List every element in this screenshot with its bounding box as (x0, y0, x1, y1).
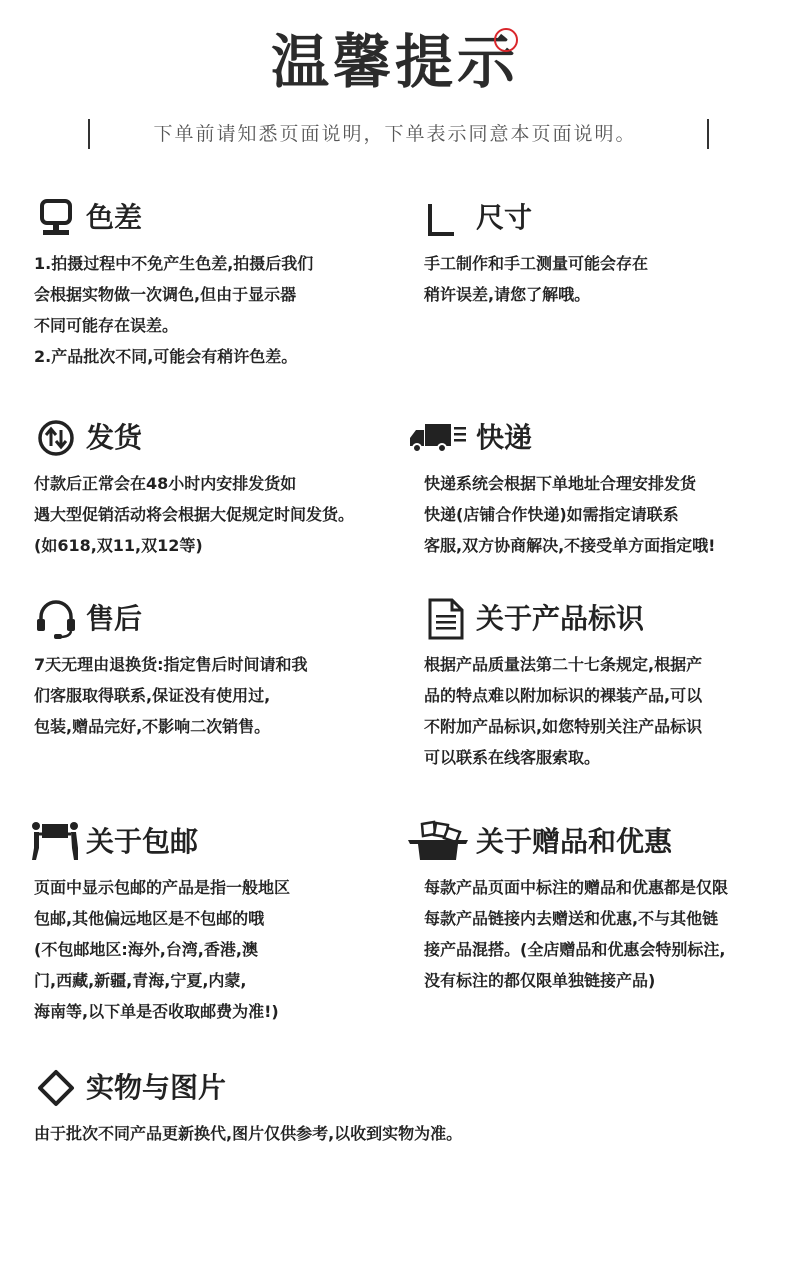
text-line: (不包邮地区:海外,台湾,香港,澳 (34, 940, 258, 959)
text-line: 每款产品链接内去赠送和优惠,不与其他链 (424, 909, 719, 928)
text-line: 们客服取得联系,保证没有使用过, (34, 686, 271, 705)
section-product-label (424, 597, 702, 773)
text-line: 遇大型促销活动将会根据大促规定时间发货。 (34, 505, 355, 524)
section-color-difference (34, 196, 313, 372)
text-line: 快递(店铺合作快递)如需指定请联系 (424, 505, 679, 524)
page-title: 温馨提示 (270, 28, 519, 96)
section-title: 发货 (86, 421, 143, 454)
headset-icon (34, 597, 78, 641)
text-line: 2.产品批次不同,可能会有稍许色差。 (34, 347, 298, 366)
text-line: 接产品混搭。(全店赠品和优惠会特别标注, (424, 940, 726, 959)
text-line: 不同可能存在误差。 (34, 316, 179, 335)
text-line: 1.拍摄过程中不免产生色差,拍摄后我们 (34, 254, 314, 273)
section-shipping (34, 416, 354, 561)
text-line: 客服,双方协商解决,不接受单方面指定哦! (424, 536, 716, 555)
text-line: 海南等,以下单是否收取邮费为准!) (34, 1002, 279, 1021)
text-line: 不附加产品标识,如您特别关注产品标识 (424, 717, 703, 736)
section-size (424, 196, 648, 310)
text-line: 页面中显示包邮的产品是指一般地区 (34, 878, 291, 897)
shipping-cycle-icon (34, 416, 78, 460)
text-line: 由于批次不同产品更新换代,图片仅供参考,以收到实物为准。 (34, 1124, 463, 1143)
text-line: 7天无理由退换货:指定售后时间请和我 (34, 655, 308, 674)
section-title: 售后 (86, 602, 143, 635)
section-title: 关于包邮 (86, 825, 199, 858)
text-line: 手工制作和手工测量可能会存在 (424, 254, 649, 273)
text-line: (如618,双11,双12等) (34, 536, 203, 555)
text-line: 根据产品质量法第二十七条规定,根据产 (424, 655, 703, 674)
red-circle-accent (494, 28, 518, 52)
text-line: 稍许误差,请您了解哦。 (424, 285, 591, 304)
movers-box-icon (30, 820, 80, 864)
ruler-corner-icon (424, 196, 468, 240)
text-line: 会根据实物做一次调色,但由于显示器 (34, 285, 297, 304)
document-icon (424, 597, 468, 641)
section-title: 关于赠品和优惠 (476, 825, 673, 858)
delivery-truck-icon (408, 416, 468, 460)
section-free-shipping (34, 820, 290, 1027)
diamond-icon (34, 1066, 78, 1110)
text-line: 快递系统会根据下单地址合理安排发货 (424, 474, 697, 493)
text-line: 每款产品页面中标注的赠品和优惠都是仅限 (424, 878, 729, 897)
text-line: 可以联系在线客服索取。 (424, 748, 601, 767)
section-gifts-discounts (408, 820, 728, 996)
section-title: 尺寸 (476, 201, 533, 234)
section-after-sales (34, 597, 308, 742)
text-line: 付款后正常会在48小时内安排发货如 (34, 474, 297, 493)
page-subtitle: 下单前请知悉页面说明，下单表示同意本页面说明。 (153, 123, 637, 145)
text-line: 品的特点难以附加标识的裸装产品,可以 (424, 686, 703, 705)
section-title: 色差 (86, 201, 143, 234)
text-line: 门,西藏,新疆,青海,宁夏,内蒙, (34, 971, 247, 990)
text-line: 没有标注的都仅限单独链接产品) (424, 971, 656, 990)
subtitle-right-bar (707, 119, 709, 149)
section-title: 快递 (476, 421, 533, 454)
section-courier (408, 416, 715, 561)
monitor-icon (34, 196, 78, 240)
section-title: 关于产品标识 (476, 602, 645, 635)
section-item-vs-photo (34, 1066, 462, 1149)
section-title: 实物与图片 (86, 1071, 227, 1104)
text-line: 包邮,其他偏远地区是不包邮的哦 (34, 909, 265, 928)
gift-box-icon (408, 820, 468, 864)
text-line: 包装,赠品完好,不影响二次销售。 (34, 717, 271, 736)
